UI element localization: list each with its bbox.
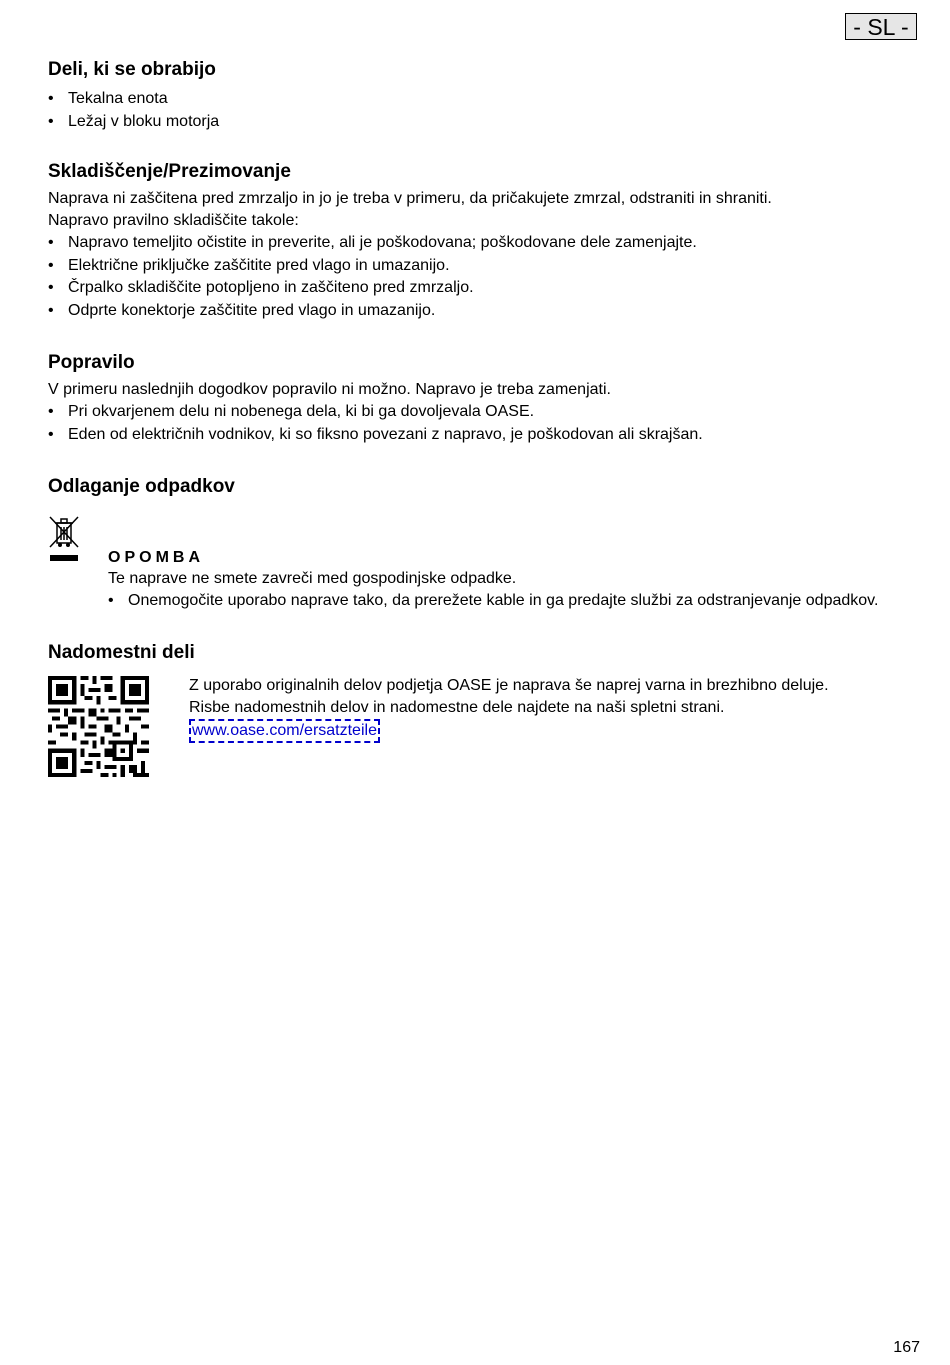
repair-section — [48, 351, 918, 446]
list-item: • Črpalko skladiščite potopljeno in zaščiteno pred zmrzaljo. — [48, 277, 918, 300]
wear-parts-heading: Deli, ki se obrabijo — [48, 59, 216, 80]
list-item: • Pri okvarjenem delu ni nobenega dela, ki bi ga dovoljevala OASE. — [48, 401, 918, 424]
page-number: 167 — [893, 1339, 920, 1356]
spare-parts-line: Z uporabo originalnih delov podjetja OASE je naprava še naprej varna in brezhibno deluje. — [189, 677, 829, 694]
storage-intro-line: Napravo pravilno skladiščite takole: — [48, 212, 299, 229]
list-item: • Onemogočite uporabo naprave tako, da prerežete kable in ga predajte službi za odstranjevanje odpadkov. — [108, 590, 928, 613]
disposal-heading: Odlaganje odpadkov — [48, 476, 235, 497]
wear-parts-section — [48, 58, 918, 133]
note-title: OPOMBA — [108, 549, 204, 566]
note-list — [108, 590, 928, 613]
spare-parts-link[interactable]: www.oase.com/ersatzteile — [189, 719, 380, 743]
qr-code-icon[interactable] — [48, 676, 149, 777]
crossed-out-bin-icon — [48, 515, 80, 563]
storage-heading: Skladiščenje/Prezimovanje — [48, 161, 291, 182]
spare-parts-line: Risbe nadomestnih delov in nadomestne dele najdete na naši spletni strani. — [189, 699, 725, 716]
language-tag: - SL - — [845, 13, 917, 40]
storage-intro-line: Naprava ni zaščitena pred zmrzaljo in jo je treba v primeru, da pričakujete zmrzal, odstraniti in shraniti. — [48, 190, 772, 207]
list-item: • Električne priključke zaščitite pred vlago in umazanijo. — [48, 255, 918, 278]
list-item: • Napravo temeljito očistite in preverite, ali je poškodovana; poškodovane dele zamenjajte. — [48, 232, 918, 255]
spare-parts-text — [189, 675, 909, 743]
disposal-note — [108, 548, 928, 613]
list-item: • Ležaj v bloku motorja — [48, 111, 918, 134]
repair-list — [48, 401, 918, 446]
spare-parts-heading: Nadomestni deli — [48, 642, 195, 663]
repair-intro: V primeru naslednjih dogodkov popravilo ni možno. Napravo je treba zamenjati. — [48, 381, 611, 398]
storage-list — [48, 232, 918, 322]
list-item: • Odprte konektorje zaščitite pred vlago in umazanijo. — [48, 300, 918, 323]
storage-section — [48, 160, 918, 322]
spare-parts-section — [48, 641, 918, 665]
wear-parts-list — [48, 88, 918, 133]
list-item: • Tekalna enota — [48, 88, 918, 111]
repair-heading: Popravilo — [48, 352, 135, 373]
disposal-section — [48, 475, 918, 499]
note-text: Te naprave ne smete zavreči med gospodinjske odpadke. — [108, 570, 517, 587]
list-item: • Eden od električnih vodnikov, ki so fiksno povezani z napravo, je poškodovan ali skrajšan. — [48, 424, 918, 447]
